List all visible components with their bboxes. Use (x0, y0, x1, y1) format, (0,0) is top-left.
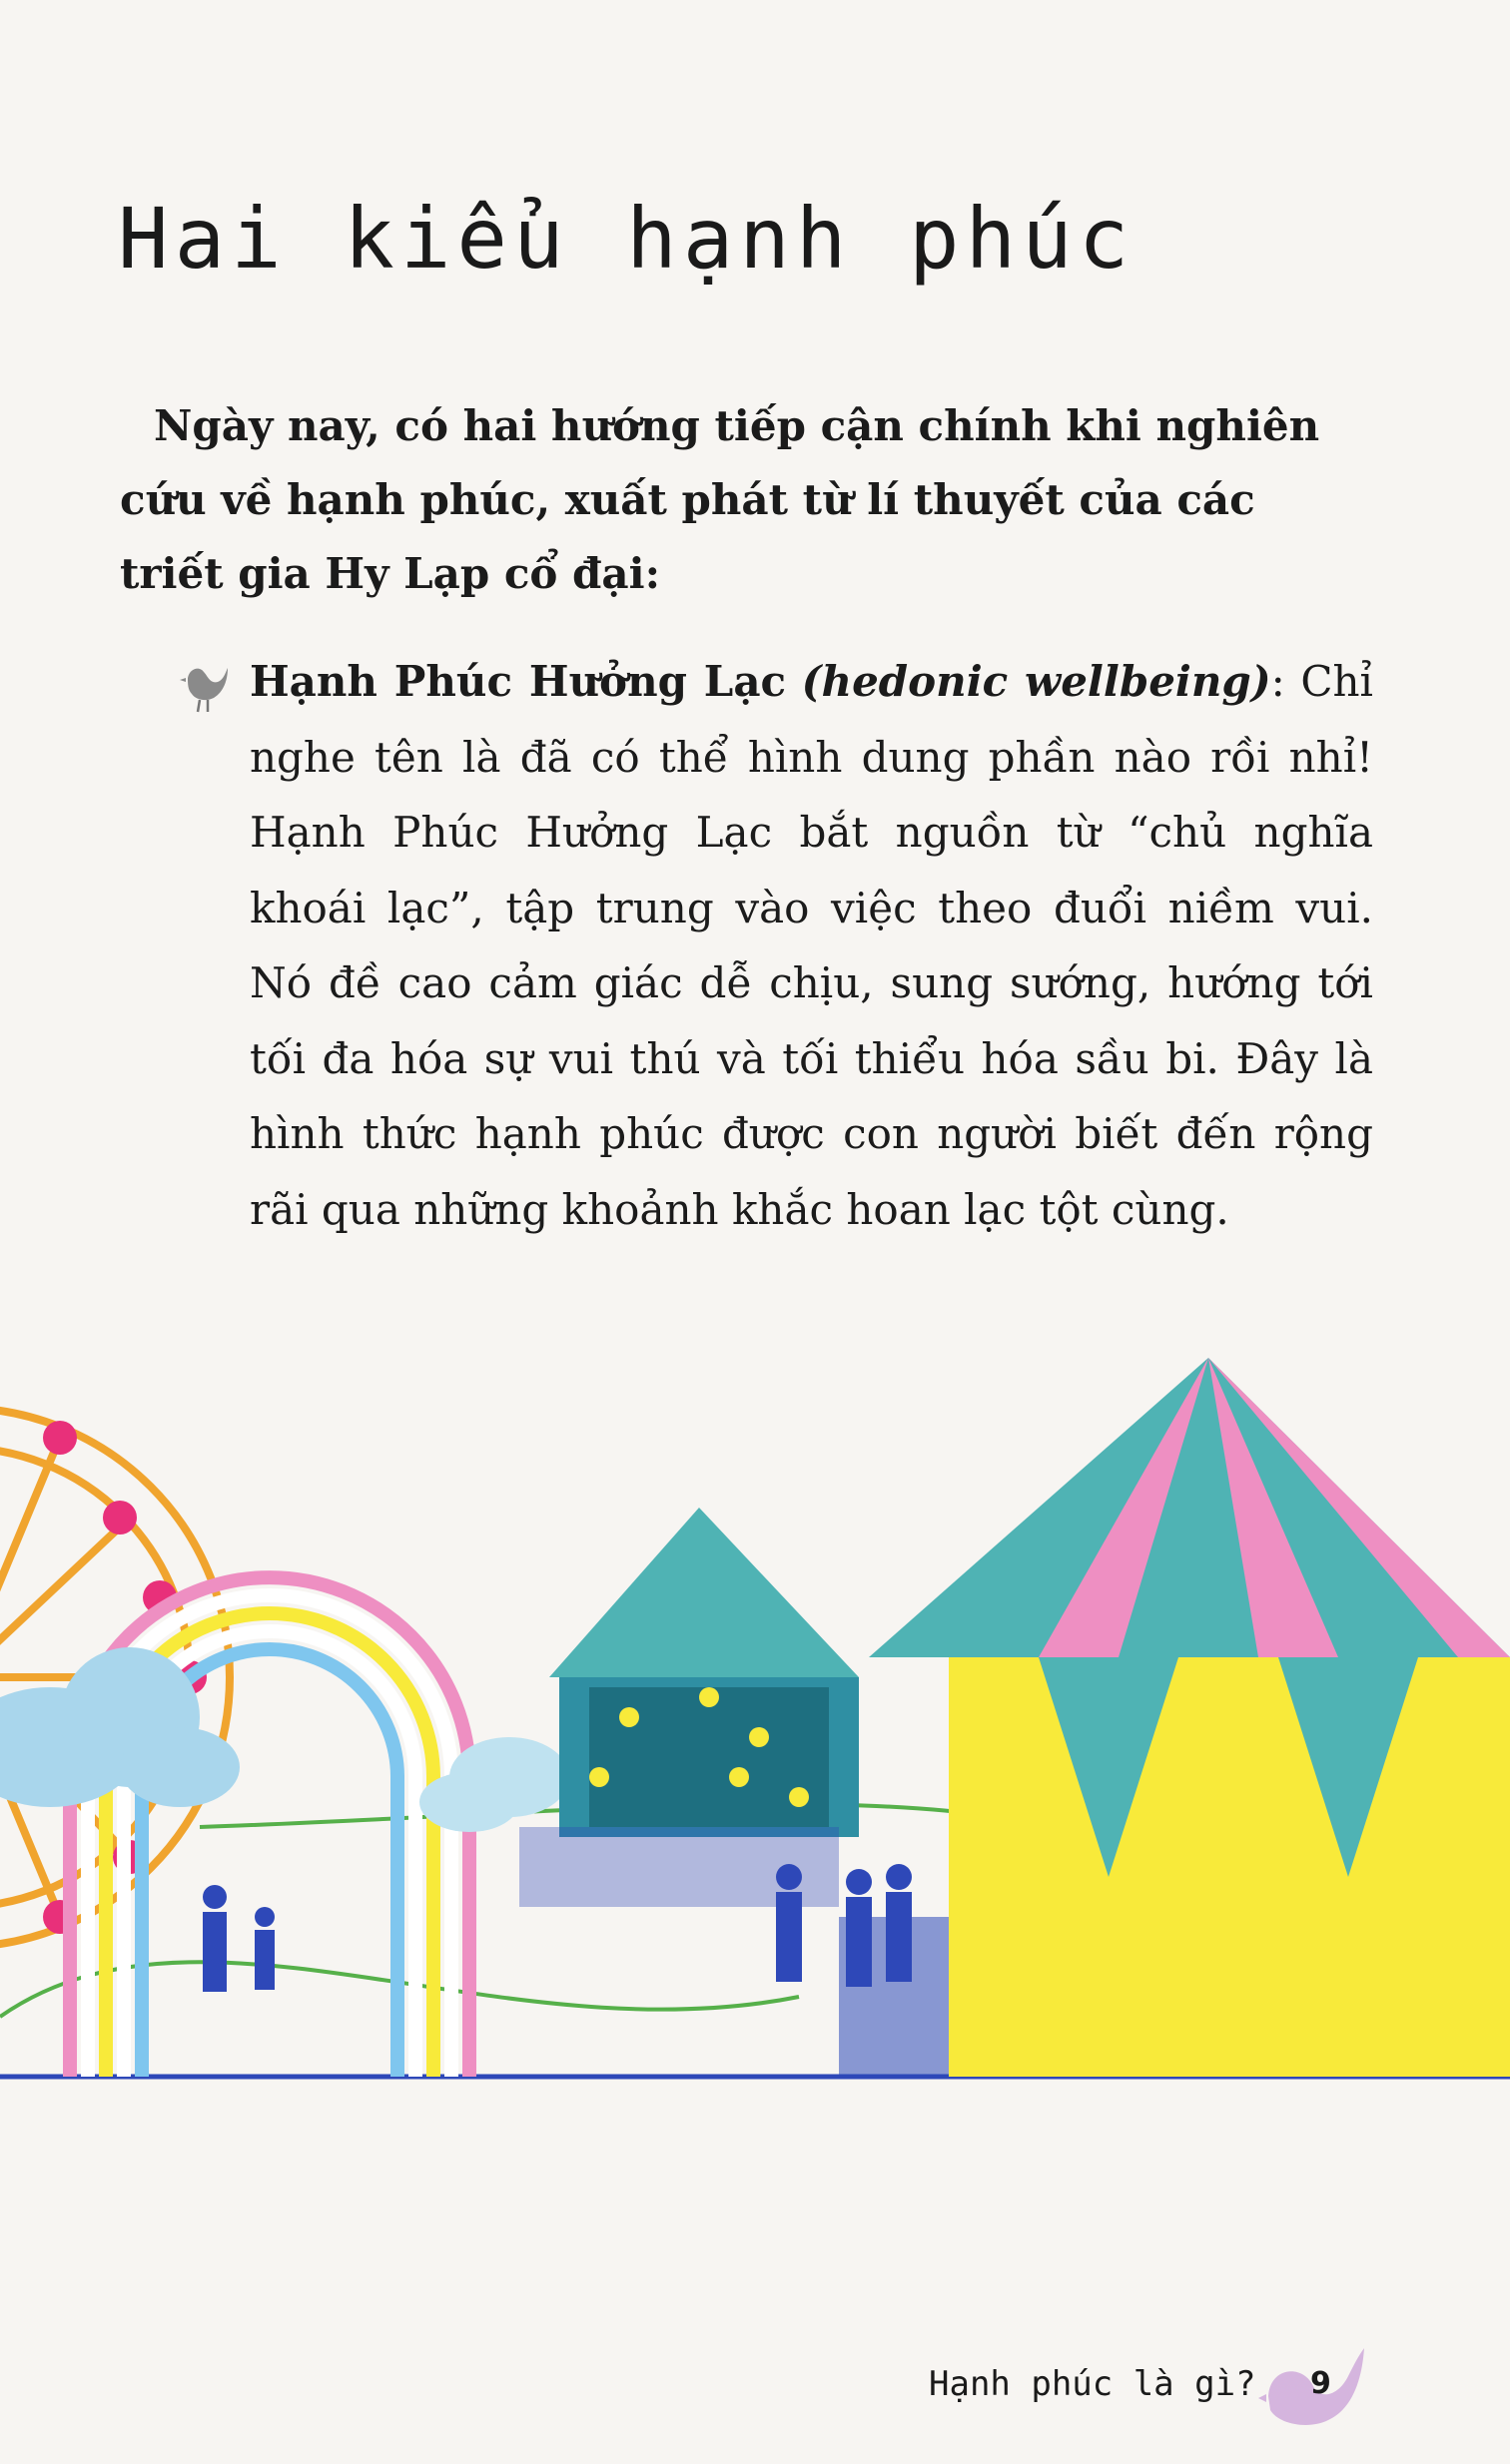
page-title: Hai kiểu hạnh phúc (118, 190, 1135, 288)
festival-illustration (0, 1358, 1510, 2216)
footer-book-title: Hạnh phúc là gì? (929, 2364, 1256, 2404)
bullet-body: : Chỉ nghe tên là đã có thể hình dung phần nào rồi nhỉ! Hạnh Phúc Hưởng Lạc bắt nguồn từ “chủ nghĩa khoái lạc”, tập trung vào việc theo đuổi niềm vui. Nó đề cao cảm giác dễ chịu, sung sướng, hướng tới tối đa hóa sự vui thú và tối thiểu hóa sầu bi. Đây là hình thức hạnh phúc được con người biết đến rộng rãi qua những khoảnh khắc hoan lạc tột cùng. (250, 657, 1373, 1234)
page-number: 9 (1310, 2366, 1331, 2401)
bullet-gloss: (hedonic wellbeing) (801, 657, 1271, 706)
intro-paragraph: Ngày nay, có hai hướng tiếp cận chính khi nghiên cứu về hạnh phúc, xuất phát từ lí thuyết của các triết gia Hy Lạp cổ đại: (120, 401, 1320, 598)
page-footer (929, 2336, 1388, 2436)
bullet-term: Hạnh Phúc Hưởng Lạc (250, 657, 787, 706)
bullet-item-hedonic (180, 644, 1373, 1247)
bullet-text (250, 644, 1373, 1247)
cloud-right (419, 1737, 569, 1832)
bird-bullet-icon (180, 656, 230, 716)
circus-tent (869, 1358, 1510, 2077)
concert-stage (549, 1508, 859, 1837)
